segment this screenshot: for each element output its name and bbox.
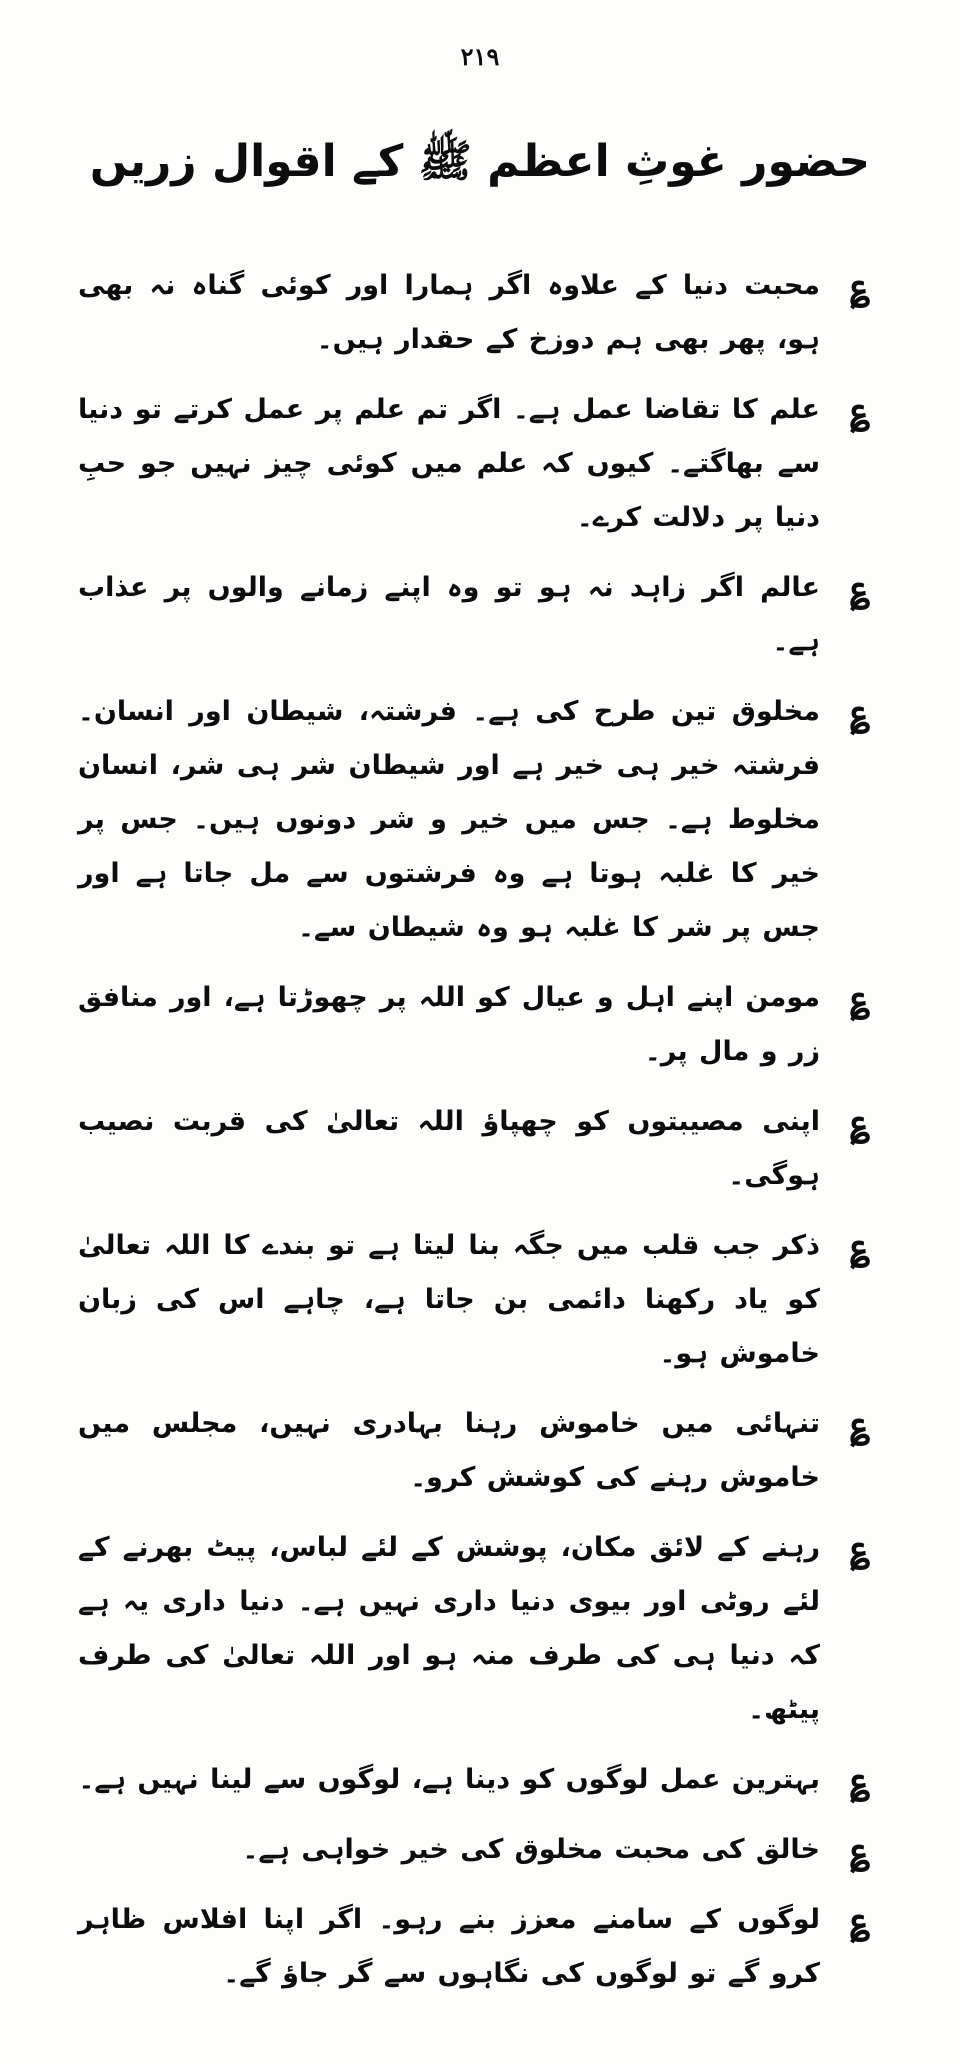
saying-text: مخلوق تین طرح کی ہے۔ فرشتہ، شیطان اور انسان۔ فرشتہ خیر ہی خیر ہے اور شیطان شر ہی شر، انسان مخلوط ہے۔ جس میں خیر و شر دونوں ہیں۔ جس پر خیر کا غلبہ ہوتا ہے وہ فرشتوں سے مل جاتا ہے اور جس پر شر کا غلبہ ہو وہ شیطان سے۔ xyxy=(78,696,820,943)
saying-item xyxy=(78,1219,882,1381)
saying-item xyxy=(78,1521,882,1737)
saying-text: ذکر جب قلب میں جگہ بنا لیتا ہے تو بندے کا اللہ تعالیٰ کو یاد رکھنا دائمی بن جاتا ہے، چاہے اس کی زبان خاموش ہو۔ xyxy=(78,1230,820,1369)
saying-text: اپنی مصیبتوں کو چھپاؤ اللہ تعالیٰ کی قربت نصیب ہوگی۔ xyxy=(78,1106,820,1191)
saying-item xyxy=(78,561,882,669)
saying-item xyxy=(78,1823,882,1877)
page-number: ۲۱۹ xyxy=(460,42,500,71)
saying-text: مومن اپنے اہل و عیال کو اللہ پر چھوڑتا ہے، اور منافق زر و مال پر۔ xyxy=(78,982,820,1067)
ornament-bullet-icon: ؏ xyxy=(850,1528,870,1568)
saying-item xyxy=(78,1397,882,1505)
saying-item xyxy=(78,1753,882,1807)
saying-text: لوگوں کے سامنے معزز بنے رہو۔ اگر اپنا افلاس ظاہر کرو گے تو لوگوں کی نگاہوں سے گر جاؤ گے۔ xyxy=(78,1904,820,1989)
saying-text: علم کا تقاضا عمل ہے۔ اگر تم علم پر عمل کرتے تو دنیا سے بھاگتے۔ کیوں کہ علم میں کوئی چیز نہیں جو حبِ دنیا پر دلالت کرے۔ xyxy=(78,394,820,533)
saying-text: خالق کی محبت مخلوق کی خیر خواہی ہے۔ xyxy=(242,1834,820,1865)
saying-text: عالم اگر زاہد نہ ہو تو وہ اپنے زمانے والوں پر عذاب ہے۔ xyxy=(78,572,820,657)
saying-text: بہترین عمل لوگوں کو دینا ہے، لوگوں سے لینا نہیں ہے۔ xyxy=(78,1764,820,1795)
saying-text: محبت دنیا کے علاوہ اگر ہمارا اور کوئی گناہ نہ بھی ہو، پھر بھی ہم دوزخ کے حقدار ہیں۔ xyxy=(78,270,820,355)
page-title: حضور غوثِ اعظم ﷺ کے اقوال زریں xyxy=(89,136,871,187)
ornament-bullet-icon: ؏ xyxy=(850,1404,870,1444)
ornament-bullet-icon: ؏ xyxy=(850,1760,870,1800)
saying-item xyxy=(78,685,882,955)
sayings-list xyxy=(78,259,882,2001)
saying-item xyxy=(78,259,882,367)
ornament-bullet-icon: ؏ xyxy=(850,266,870,306)
ornament-bullet-icon: ؏ xyxy=(850,1900,870,1940)
saying-item xyxy=(78,1095,882,1203)
ornament-bullet-icon: ؏ xyxy=(850,1830,870,1870)
ornament-bullet-icon: ؏ xyxy=(850,1226,870,1266)
saying-text: تنہائی میں خاموش رہنا بہادری نہیں، مجلس میں خاموش رہنے کی کوشش کرو۔ xyxy=(78,1408,820,1493)
saying-item xyxy=(78,1893,882,2001)
ornament-bullet-icon: ؏ xyxy=(850,1102,870,1142)
ornament-bullet-icon: ؏ xyxy=(850,978,870,1018)
ornament-bullet-icon: ؏ xyxy=(850,692,870,732)
saying-item xyxy=(78,971,882,1079)
ornament-bullet-icon: ؏ xyxy=(850,568,870,608)
saying-text: رہنے کے لائق مکان، پوشش کے لئے لباس، پیٹ بھرنے کے لئے روٹی اور بیوی دنیا داری نہیں ہے۔ دنیا داری یہ ہے کہ دنیا ہی کی طرف منہ ہو اور اللہ تعالیٰ کی طرف پیٹھ۔ xyxy=(78,1532,820,1725)
saying-item xyxy=(78,383,882,545)
ornament-bullet-icon: ؏ xyxy=(850,390,870,430)
